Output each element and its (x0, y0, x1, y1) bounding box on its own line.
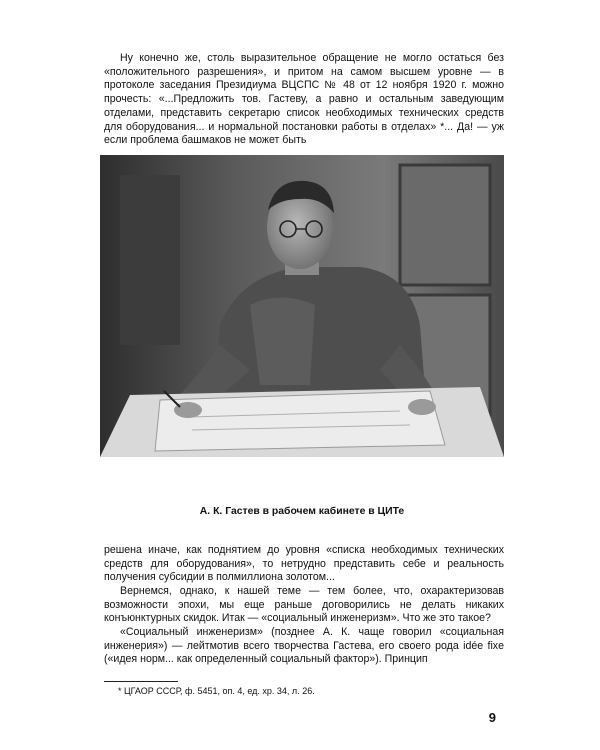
paragraph-social-engineering: «Социальный инженеризм» (позднее А. К. чаще говорил «социальная инженерия») — лейтмотив всего творчества Гастева, его своего рода idée fixe («идея норм... как определенный социальный фактор»). Принцип (104, 626, 504, 666)
footnote-divider (104, 681, 178, 682)
photo-gastev-at-desk (100, 155, 504, 457)
page-number: 9 (488, 710, 496, 725)
paragraph-top: Ну конечно же, столь выразительное обращение не могло остаться без «положительного разрешения», и притом на самом высшем уровне — в протоколе заседания Президиума ВЦСПС № 48 от 12 ноября 1920 г. можно прочесть: «...Предложить тов. Гастеву, а равно и остальным заведующим отделами, представить секретарю список необходимых технических средств для оборудования... и нормальной постановки работы в отделах» *... Да! — уж если проблема башмаков не может быть (104, 52, 504, 147)
photograph (100, 155, 504, 457)
paragraph-return-to-topic: Вернемся, однако, к нашей теме — тем более, что, охарактеризовав возможности эпохи, мы еще раньше договорились не делать никаких конъюнктурных скидок. Итак — «социальный инженеризм». Что же это такое? (104, 585, 504, 625)
footnote: * ЦГАОР СССР, ф. 5451, оп. 4, ед. хр. 34, л. 26. (118, 686, 315, 696)
photo-caption: А. К. Гастев в рабочем кабинете в ЦИТе (199, 506, 405, 517)
paragraph-continuation: решена иначе, как поднятием до уровня «списка необходимых технических средств для оборудования», то нетрудно представить себе и реальность получения субсидии в полмиллиона золотом... (104, 544, 504, 584)
